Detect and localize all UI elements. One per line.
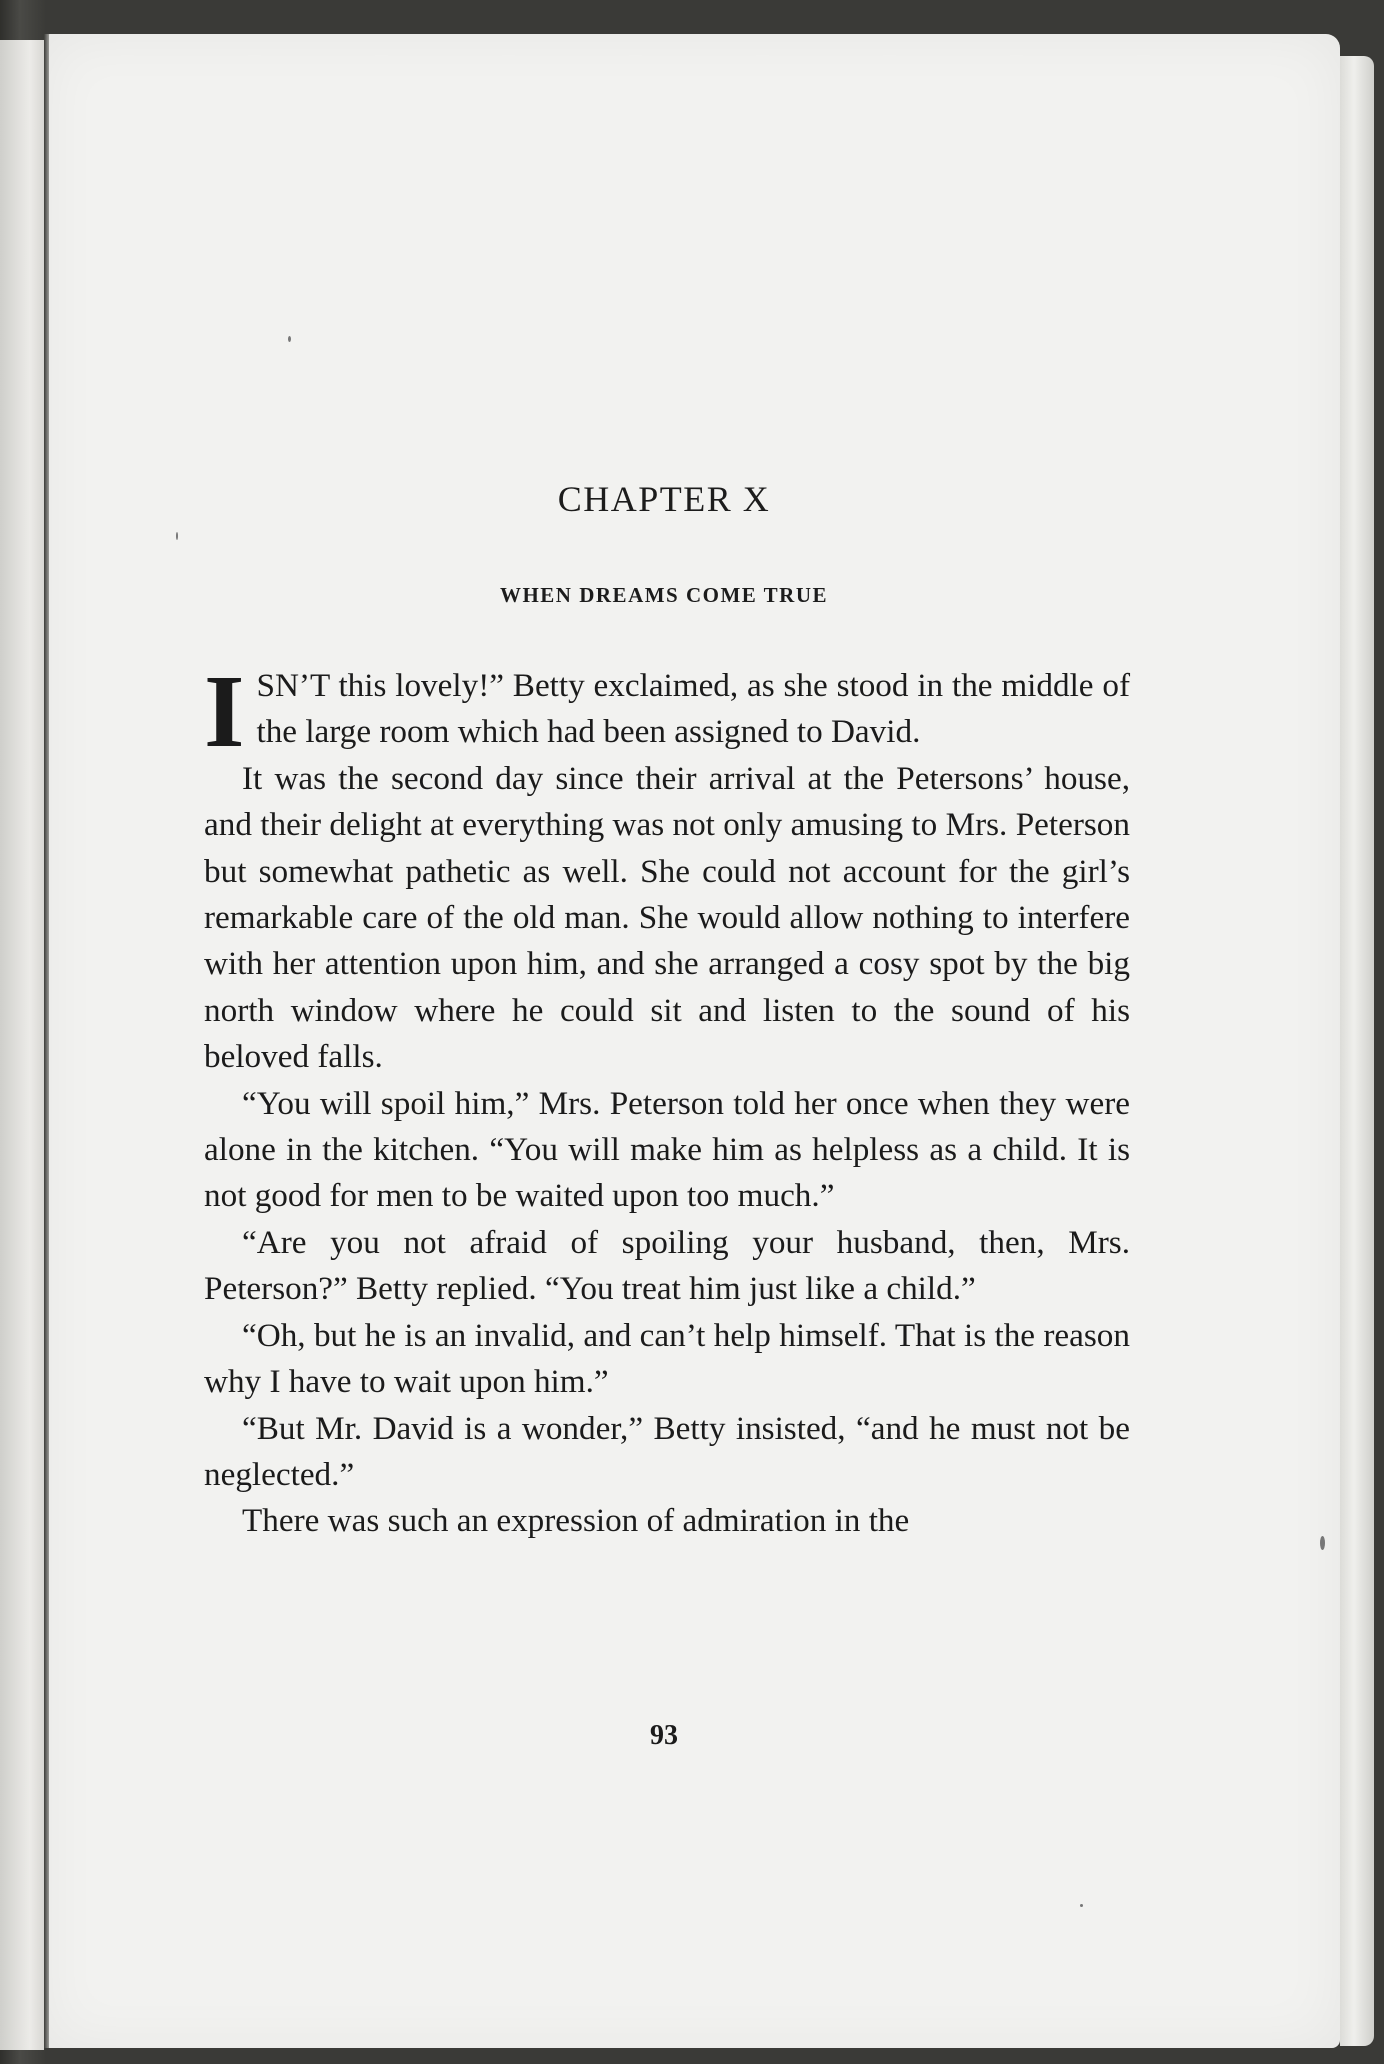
paragraph: “But Mr. David is a wonder,” Betty insisted, “and he must not be neglected.”	[204, 1409, 1130, 1493]
dust-speck	[176, 532, 178, 540]
facing-page-edge	[0, 40, 44, 2050]
paragraph	[204, 654, 1130, 769]
paragraph-text: SN’T this lovely!” Betty exclaimed, as she stood in the middle of the large room which had been assigned to David.	[256, 667, 1130, 751]
paragraph: It was the second day since their arrival at the Petersons’ house, and their delight at everything was not only amusing to Mrs. Peterson but somewhat pathetic as well. She could not account for the girl’s remarkable care of the old man. She would allow nothing to interfere with her attention upon him, and she arranged a cosy spot by the big north window where he could sit and listen to the sound of his beloved falls.	[204, 759, 1130, 1076]
chapter-body	[204, 654, 1130, 1545]
chapter-subtitle: WHEN DREAMS COME TRUE	[499, 583, 829, 607]
page-stack-edge	[1340, 56, 1374, 2046]
chapter-title: CHAPTER X	[557, 479, 771, 519]
dust-speck	[288, 336, 291, 342]
drop-cap: I	[204, 654, 245, 769]
book-spine	[44, 34, 49, 2048]
dust-speck	[1320, 1536, 1325, 1550]
paragraph: “Are you not afraid of spoiling your husband, then, Mrs. Peterson?” Betty replied. “You treat him just like a child.”	[204, 1223, 1130, 1308]
paragraph: “You will spoil him,” Mrs. Peterson told her once when they were alone in the kitchen. “You will make him as helpless as a child. It is not good for men to be waited upon too much.”	[204, 1084, 1130, 1215]
dust-speck	[1080, 1904, 1083, 1907]
page-number: 93	[650, 1720, 678, 1751]
paragraph: There was such an expression of admiration in the	[242, 1502, 910, 1540]
paragraph: “Oh, but he is an invalid, and can’t help himself. That is the reason why I have to wait upon him.”	[204, 1316, 1130, 1401]
